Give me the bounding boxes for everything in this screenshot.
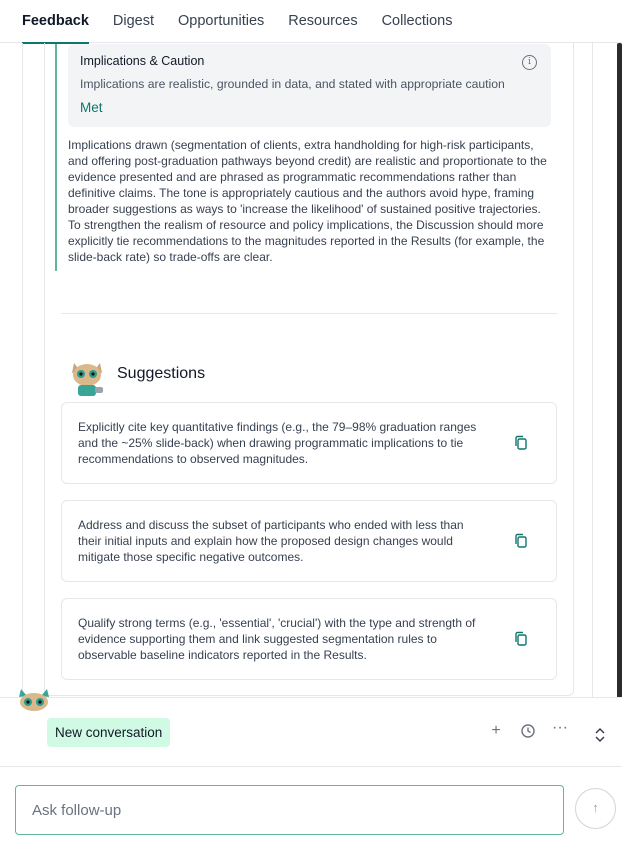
criterion-section [55,44,557,271]
copy-icon[interactable] [513,631,529,647]
criterion-title: Implications & Caution [80,54,205,68]
clock-icon[interactable] [519,722,537,740]
criterion-header [68,44,551,127]
suggestion-card [61,598,557,680]
tab-opportunities[interactable]: Opportunities [178,13,265,29]
tab-digest[interactable]: Digest [112,13,155,29]
suggestion-card [61,402,557,484]
cat-avatar-icon [18,687,50,711]
tab-resources[interactable]: Resources [288,13,358,29]
criterion-status: Met [80,100,103,115]
copy-icon[interactable] [513,533,529,549]
criterion-description: Implications are realistic, grounded in data, and stated with appropriate caution [80,77,505,91]
ask-follow-up-input[interactable] [15,785,564,835]
send-button[interactable] [575,788,616,829]
cat-avatar-icon [69,357,105,397]
feedback-panel [22,43,593,698]
criterion-card [44,43,574,696]
plus-icon[interactable]: + [491,722,501,739]
suggestion-text: Address and discuss the subset of participants who ended with less than their initial inputs and explain how the proposed design changes would mitigate those specific negative outcomes. [78,518,464,564]
suggestions-title: Suggestions [117,365,206,382]
suggestion-card [61,500,557,582]
tab-collections[interactable]: Collections [381,13,453,29]
suggestions-header [69,357,205,397]
new-conversation-button[interactable]: New conversation [47,718,170,747]
conversation-bar [0,697,622,854]
scrollbar[interactable] [617,43,622,698]
divider [0,766,622,767]
info-icon[interactable]: i [522,55,537,70]
suggestion-text: Explicitly cite key quantitative findings (e.g., the 79–98% graduation ranges and the ~25% slide-back) when drawing programmatic implications to tie recommendations to observed magnitudes. [78,420,477,466]
criterion-body: Implications drawn (segmentation of clients, extra handholding for high-risk participants, and offering post-graduation pathways beyond credit) are realistic and proportionate to the evidence presented and are phrased as programmatic recommendations rather than definitive claims. The tone is appropriately cautious and the authors avoid hype, framing broader suggestions as ways to 'increase the likelihood' of sustained positive trajectories. To strengthen the realism of resource and policy implications, the Discussion should more explicitly tie recommendations to the magnitudes reported in the Results (for example, the slide-back rate) so trade-offs are clear. [68,138,547,264]
tab-bar [0,0,622,43]
expand-collapse-icon[interactable] [591,726,609,744]
arrow-up-icon: ↑ [592,800,599,815]
ellipsis-icon[interactable]: ··· [552,719,568,736]
tab-feedback[interactable]: Feedback [22,0,89,43]
suggestion-text: Qualify strong terms (e.g., 'essential', 'crucial') with the type and strength of evidence supporting them and link suggested segmentation rules to observable baseline indicators reported in the Results. [78,616,476,662]
divider [61,313,557,314]
copy-icon[interactable] [513,435,529,451]
